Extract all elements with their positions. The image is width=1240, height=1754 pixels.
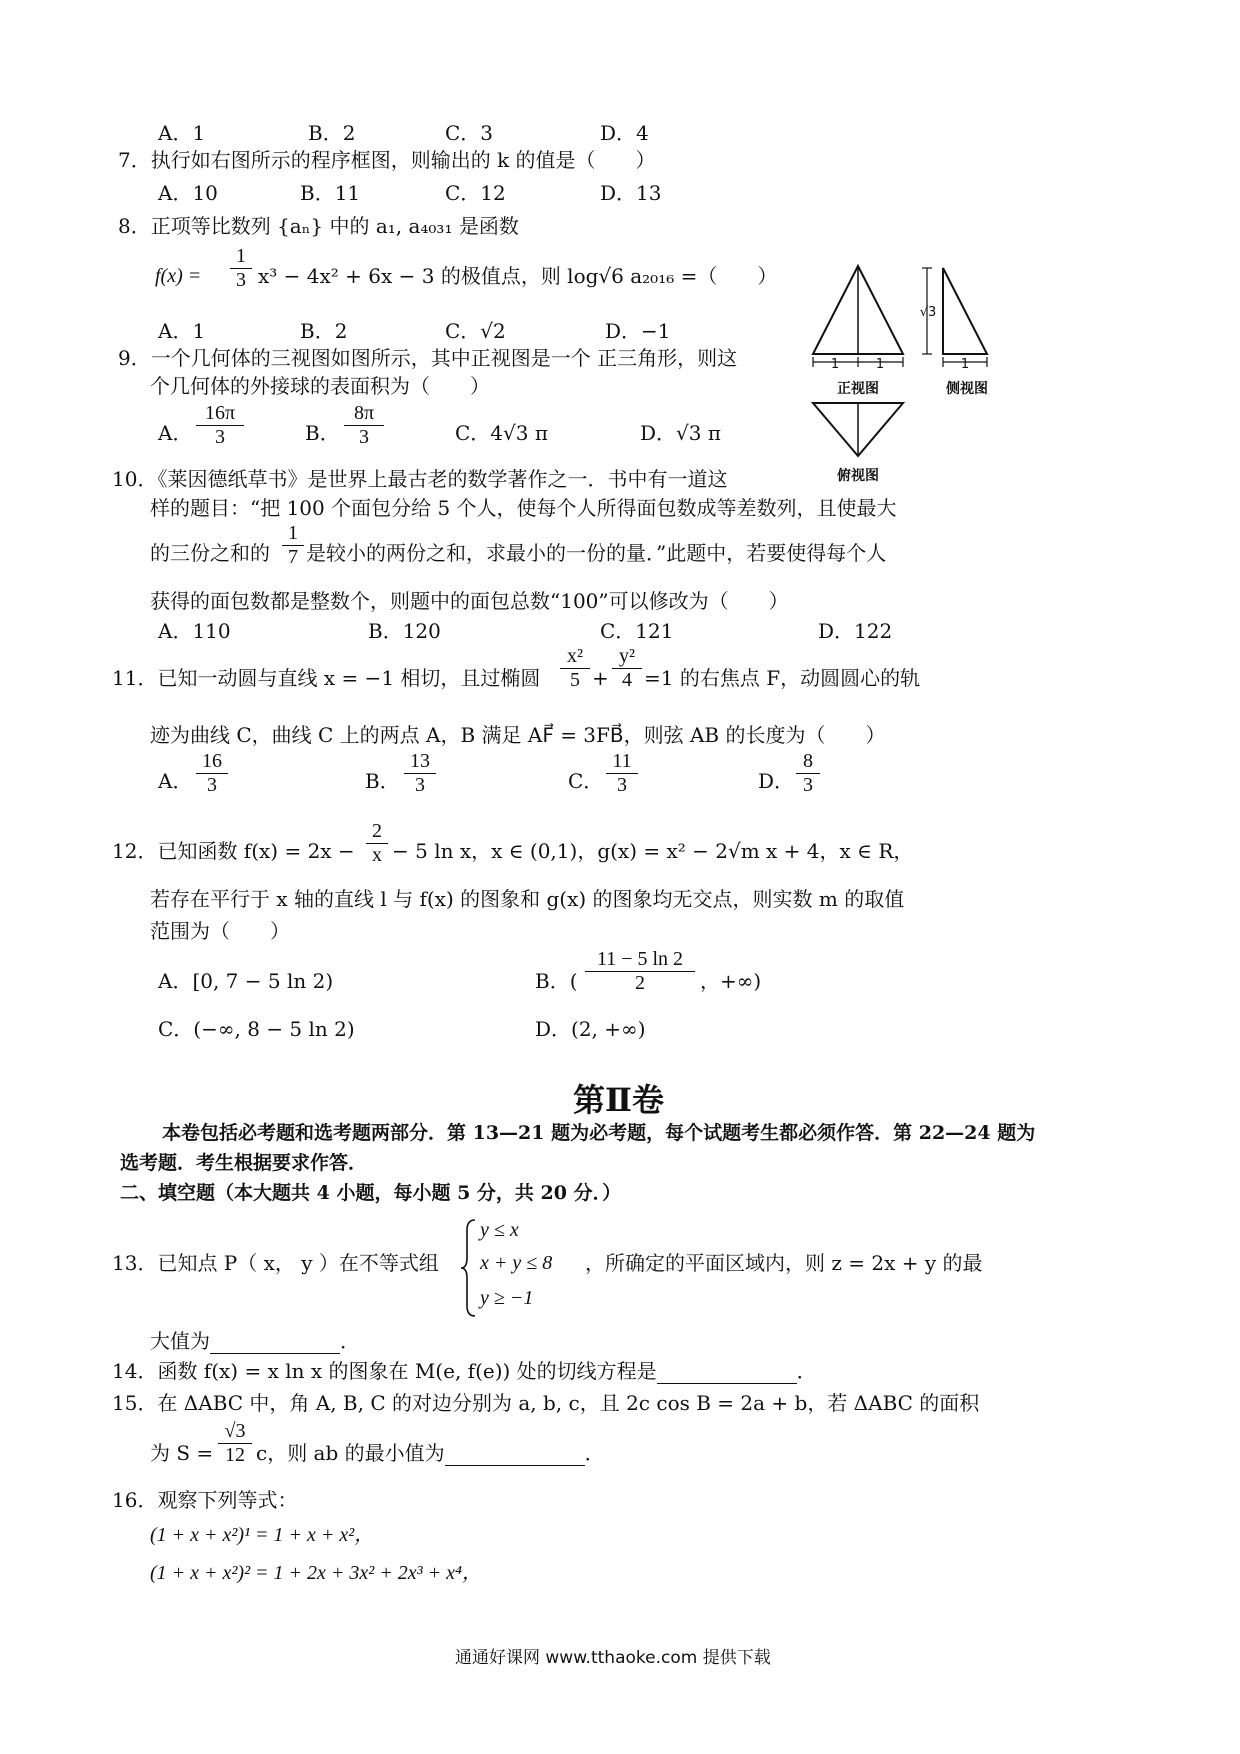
q11-a-den: 3 bbox=[207, 774, 217, 796]
q11-option-a-fraction bbox=[196, 750, 228, 797]
section-fill-in-heading: 二、填空题（本大题共 4 小题，每小题 5 分，共 20 分．） bbox=[120, 1182, 622, 1204]
q8-frac-den: 3 bbox=[236, 269, 246, 291]
q7-option-c: C．12 bbox=[445, 181, 506, 205]
q14-line bbox=[112, 1358, 817, 1384]
q11-fx-den: 5 bbox=[570, 669, 580, 691]
q13-prefix: 13．已知点 P（ x， y ）在不等式组 bbox=[112, 1251, 439, 1275]
q8-option-d: D．−1 bbox=[605, 319, 671, 343]
q16-eq1: (1 + x + x²)¹ = 1 + x + x²， bbox=[150, 1524, 375, 1546]
q14-text: 14．函数 f(x) = x ln x 的图象在 M(e, f(e)) 处的切线方程是 bbox=[112, 1359, 657, 1383]
q12-option-b-b: ，+∞) bbox=[700, 969, 762, 993]
q10-line3b: 是较小的两份之和，求最小的一份的量．”此题中，若要使得每个人 bbox=[306, 541, 887, 565]
q15-end: ． bbox=[584, 1441, 605, 1465]
q7-option-b: B．11 bbox=[300, 181, 361, 205]
front-view-label: 正视图 bbox=[837, 381, 879, 397]
side-view bbox=[920, 268, 988, 397]
q16-line1: 16．观察下列等式： bbox=[112, 1488, 298, 1512]
q10-fraction bbox=[282, 522, 304, 569]
q12-line2: 若存在平行于 x 轴的直线 l 与 f(x) 的图象和 g(x) 的图象均无交点，则实数 m 的取值 bbox=[150, 887, 905, 911]
q11-option-d-fraction bbox=[796, 750, 820, 797]
q16-eq2: (1 + x + x²)² = 1 + 2x + 3x² + 2x³ + x⁴， bbox=[150, 1562, 482, 1584]
q11-y-fraction bbox=[612, 645, 642, 692]
q12-option-b-a: B．( bbox=[535, 969, 578, 993]
q11-line1a: 11．已知一动圆与直线 x = −1 相切，且过椭圆 bbox=[112, 666, 541, 690]
q12-b-num: 11 − 5 ln 2 bbox=[596, 948, 684, 970]
q13-constraint-1: y ≤ x bbox=[480, 1219, 519, 1241]
q13-line2-text: 大值为 bbox=[150, 1329, 210, 1353]
q8-f-prefix: f(x) = bbox=[155, 265, 202, 287]
q6-option-a: A．1 bbox=[158, 121, 206, 145]
q10-line2: 样的题目：“把 100 个面包分给 5 个人，使每个人所得面包数成等差数列，且使最大 bbox=[150, 496, 897, 520]
q10-frac-num: 1 bbox=[288, 522, 298, 544]
q15-frac-den: 12 bbox=[225, 1444, 245, 1466]
q11-a-num: 16 bbox=[202, 750, 222, 772]
q9-option-a-fraction bbox=[196, 402, 244, 449]
part2-intro-line2: 选考题．考生根据要求作答． bbox=[120, 1152, 368, 1174]
q15-line2b: c，则 ab 的最小值为 bbox=[256, 1441, 445, 1465]
q10-option-b: B．120 bbox=[368, 619, 441, 643]
q11-fy-den: 4 bbox=[622, 669, 632, 691]
q15-fraction bbox=[218, 1420, 252, 1467]
three-view-figure bbox=[795, 258, 1005, 488]
side-view-label: 侧视图 bbox=[946, 381, 988, 397]
q11-option-d-label: D． bbox=[758, 769, 795, 793]
q8-fraction bbox=[230, 245, 252, 292]
q11-x-fraction bbox=[560, 645, 590, 692]
left-brace-icon bbox=[460, 1218, 478, 1318]
part2-title: 第Ⅱ卷 bbox=[573, 1081, 664, 1119]
q10-option-c: C．121 bbox=[600, 619, 674, 643]
top-view-label: 俯视图 bbox=[837, 468, 879, 484]
q11-line1b: =1 的右焦点 F，动圆圆心的轨 bbox=[644, 666, 921, 690]
q11-d-num: 8 bbox=[803, 750, 813, 772]
q10-option-a: A．110 bbox=[158, 619, 231, 643]
q9-b-den: 3 bbox=[359, 426, 369, 448]
side-dim-1: 1 bbox=[960, 357, 970, 372]
q13-constraint-3: y ≥ −1 bbox=[480, 1287, 534, 1309]
q11-fx-num: x² bbox=[567, 645, 583, 667]
q10-line1: 10．《莱因德纸草书》是世界上最古老的数学著作之一．书中有一道这 bbox=[112, 467, 728, 491]
q11-option-b-label: B． bbox=[365, 769, 400, 793]
top-view bbox=[813, 403, 903, 484]
q11-option-a-label: A． bbox=[158, 769, 193, 793]
q12-fraction bbox=[366, 820, 388, 867]
q12-line1b: − 5 ln x，x ∈ (0,1)，g(x) = x² − 2√m x + 4，x ∈ R， bbox=[392, 839, 914, 863]
front-dim-1b: 1 bbox=[875, 357, 885, 372]
q14-end: ． bbox=[796, 1359, 817, 1383]
q9-option-b-label: B． bbox=[305, 421, 340, 445]
q11-option-c-fraction bbox=[606, 750, 638, 797]
q13-answer-blank[interactable] bbox=[210, 1333, 340, 1354]
q15-line2a: 为 S = bbox=[150, 1441, 214, 1465]
q6-option-d: D．4 bbox=[600, 121, 649, 145]
q9-option-a-label: A． bbox=[158, 421, 193, 445]
q9-option-c: C．4√3 π bbox=[455, 421, 548, 445]
q12-option-d: D．(2, +∞) bbox=[535, 1017, 646, 1041]
q8-option-b: B．2 bbox=[300, 319, 348, 343]
q8-f-rest: x³ − 4x² + 6x − 3 的极值点，则 log√6 a₂₀₁₆ =（ ） bbox=[258, 264, 778, 288]
q10-line4: 获得的面包数都是整数个，则题中的面包总数“100”可以修改为（ ） bbox=[150, 589, 789, 613]
q9-b-num: 8π bbox=[353, 402, 375, 424]
q7-stem: 7．执行如右图所示的程序框图，则输出的 k 的值是（ ） bbox=[118, 148, 656, 172]
part2-intro-line1: 本卷包括必考题和选考题两部分．第 13—21 题为必考题，每个试题考生都必须作答．第 22—24 题为 bbox=[162, 1122, 1036, 1144]
q12-frac-den: x bbox=[372, 844, 382, 866]
q8-frac-num: 1 bbox=[236, 245, 246, 267]
q12-b-den: 2 bbox=[635, 972, 645, 994]
q11-b-den: 3 bbox=[415, 774, 425, 796]
q9-line1: 9．一个几何体的三视图如图所示，其中正视图是一个 正三角形，则这 bbox=[118, 346, 738, 370]
q13-line2 bbox=[150, 1328, 360, 1354]
q9-option-d: D．√3 π bbox=[640, 421, 722, 445]
q9-option-b-fraction bbox=[344, 402, 384, 449]
q11-fy-num: y² bbox=[619, 645, 635, 667]
q7-option-d: D．13 bbox=[600, 181, 662, 205]
q13-constraint-2: x + y ≤ 8 bbox=[480, 1252, 553, 1274]
q9-line2: 个几何体的外接球的表面积为（ ） bbox=[150, 374, 490, 398]
q11-c-den: 3 bbox=[617, 774, 627, 796]
q13-suffix: ，所确定的平面区域内，则 z = 2x + y 的最 bbox=[585, 1251, 983, 1275]
q11-line2: 迹为曲线 C，曲线 C 上的两点 A，B 满足 AF⃗ = 3FB⃗，则弦 AB 的长度为（ ） bbox=[150, 723, 886, 747]
q9-a-num: 16π bbox=[204, 402, 236, 424]
q11-option-c-label: C． bbox=[568, 769, 604, 793]
q13-end: ． bbox=[340, 1329, 360, 1353]
q11-plus: + bbox=[592, 666, 609, 690]
front-view bbox=[813, 266, 903, 397]
page-footer: 通通好课网 www.tthaoke.com 提供下载 bbox=[455, 1648, 771, 1668]
front-dim-1: 1 bbox=[830, 357, 840, 372]
q10-line3a: 的三份之和的 bbox=[150, 541, 270, 565]
q12-line3: 范围为（ ） bbox=[150, 919, 290, 943]
q15-line2-rest bbox=[256, 1440, 605, 1466]
side-dim-sqrt3: √3 bbox=[919, 305, 937, 320]
q12-line1a: 12．已知函数 f(x) = 2x − bbox=[112, 839, 355, 863]
q12-option-a: A．[0, 7 − 5 ln 2) bbox=[158, 969, 334, 993]
q15-frac-num: √3 bbox=[224, 1420, 246, 1442]
q10-frac-den: 7 bbox=[288, 546, 298, 568]
q8-option-a: A．1 bbox=[158, 319, 206, 343]
q15-line1: 15．在 ΔABC 中，角 A, B, C 的对边分别为 a, b, c，且 2c cos B = 2a + b，若 ΔABC 的面积 bbox=[112, 1391, 980, 1415]
q6-option-b: B．2 bbox=[308, 121, 356, 145]
q11-d-den: 3 bbox=[803, 774, 813, 796]
q11-option-b-fraction bbox=[404, 750, 436, 797]
q9-a-den: 3 bbox=[215, 426, 225, 448]
q10-option-d: D．122 bbox=[818, 619, 893, 643]
q15-answer-blank[interactable] bbox=[445, 1445, 585, 1466]
q12-frac-num: 2 bbox=[372, 820, 382, 842]
q12-option-c: C．(−∞, 8 − 5 ln 2) bbox=[158, 1017, 355, 1041]
q14-answer-blank[interactable] bbox=[657, 1363, 797, 1384]
q12-option-b-fraction bbox=[585, 948, 695, 995]
q7-option-a: A．10 bbox=[158, 181, 218, 205]
q8-line1: 8．正项等比数列 {aₙ} 中的 a₁, a₄₀₃₁ 是函数 bbox=[118, 214, 519, 238]
q6-option-c: C．3 bbox=[445, 121, 494, 145]
q11-b-num: 13 bbox=[410, 750, 430, 772]
q8-option-c: C．√2 bbox=[445, 319, 506, 343]
q11-c-num: 11 bbox=[612, 750, 632, 772]
